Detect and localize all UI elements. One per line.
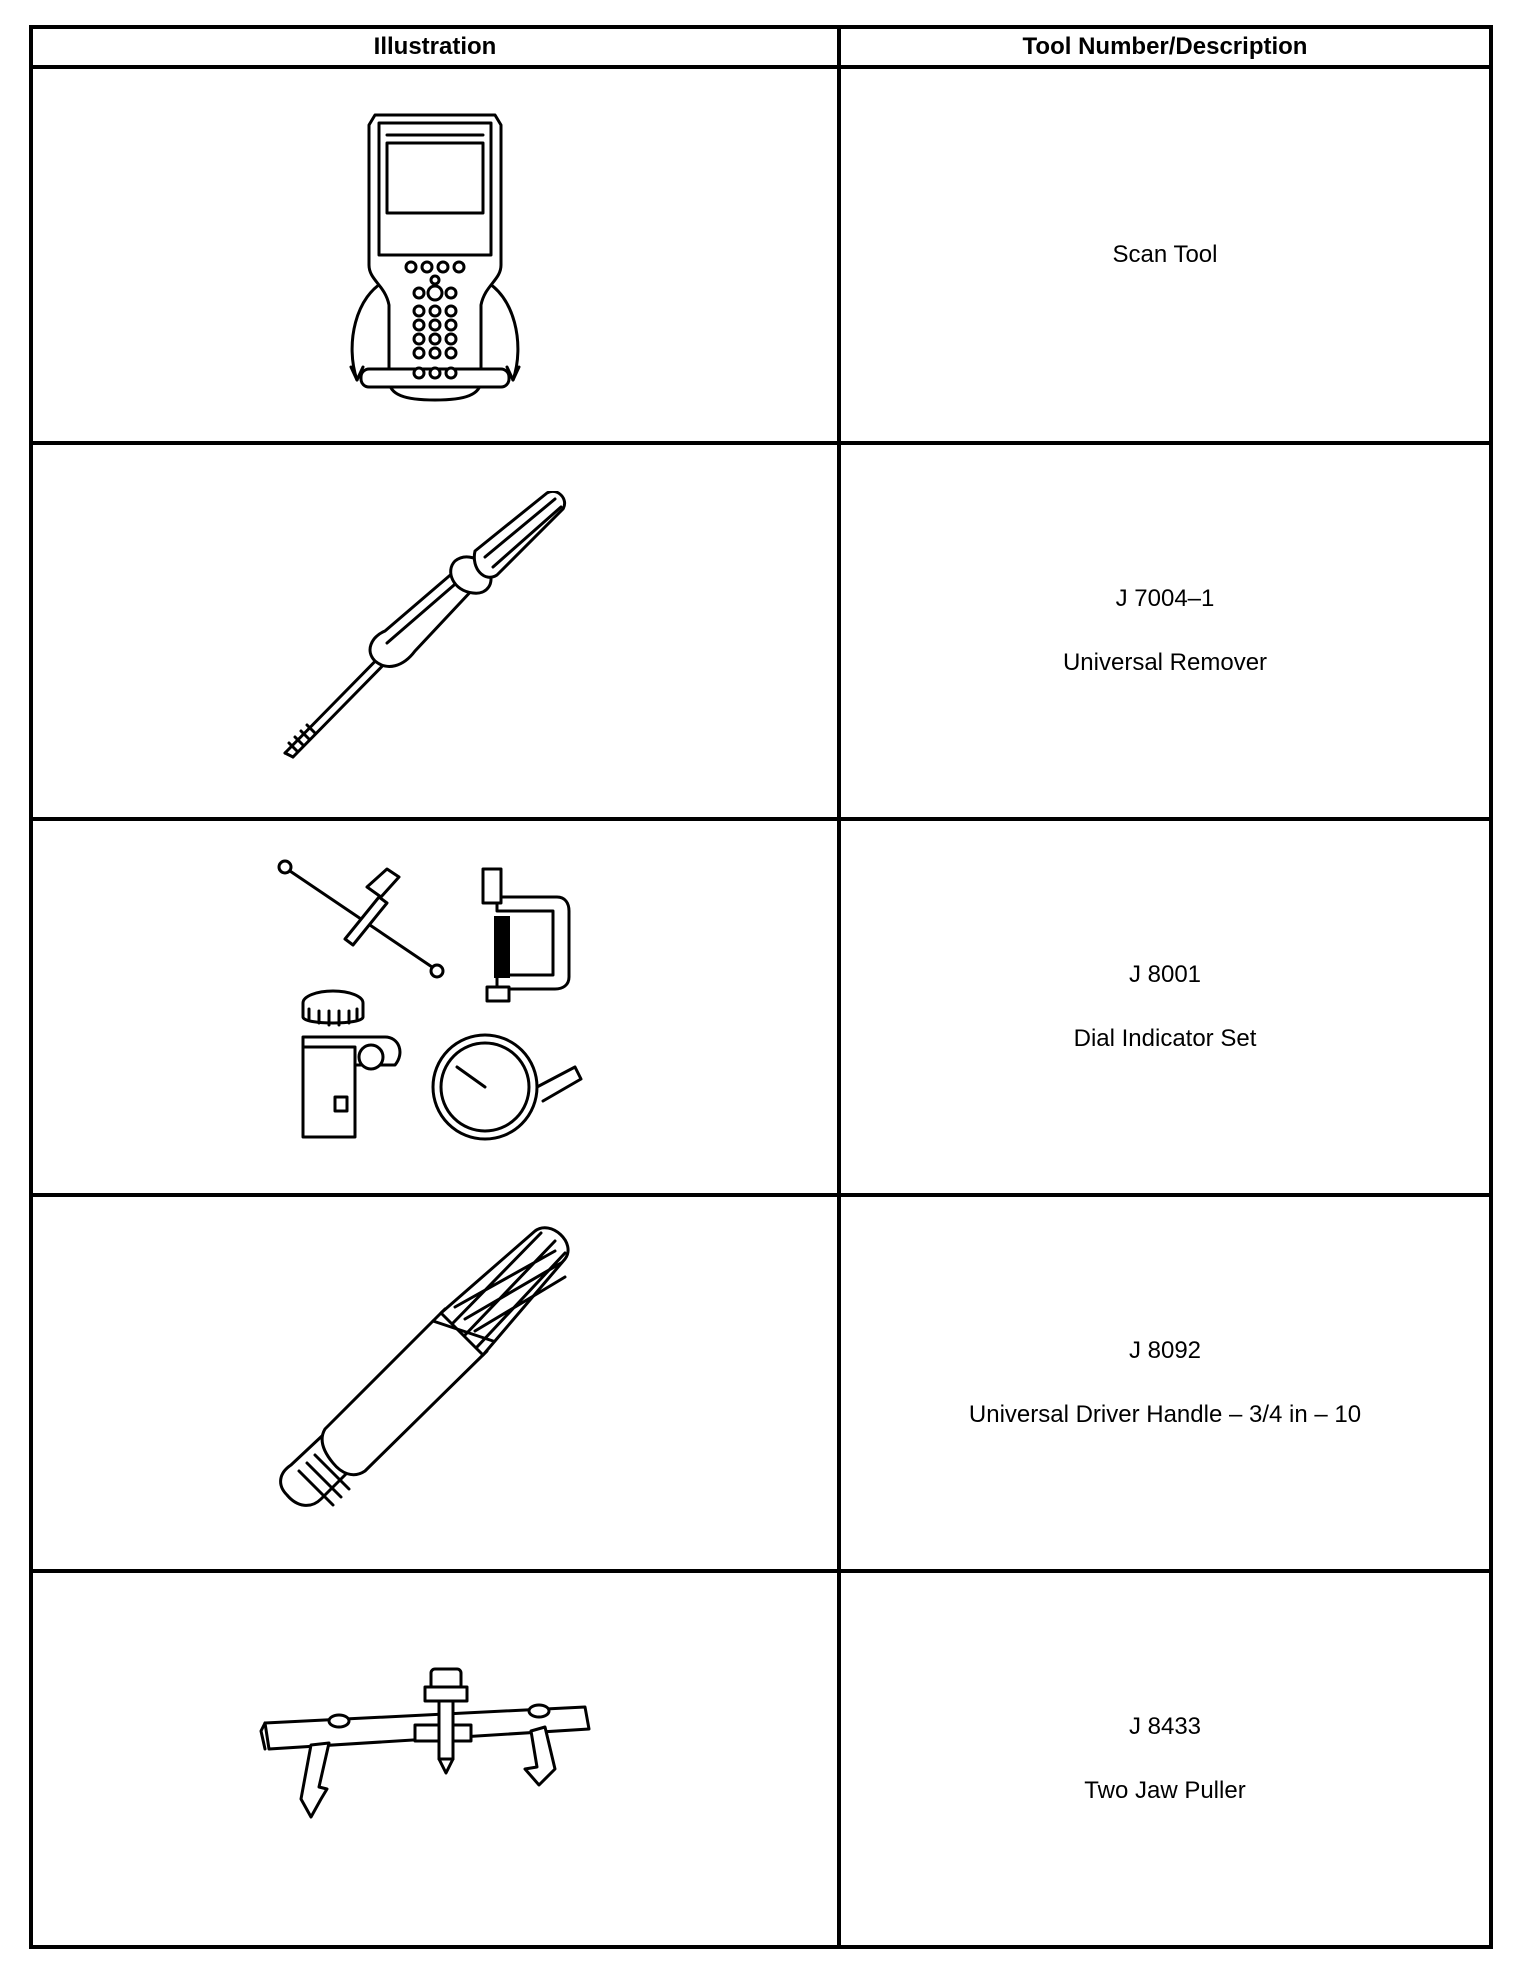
tool-number: J 8001 (1128, 961, 1202, 988)
description-cell (839, 819, 1491, 1195)
illustration-header: Illustration (31, 27, 839, 67)
header-row (31, 27, 1491, 67)
tool-number: J 8092 (1128, 1337, 1202, 1364)
table-row (31, 67, 1491, 443)
tool-description: Dial Indicator Set (1073, 1025, 1257, 1052)
description-cell (839, 1571, 1491, 1947)
illustration-cell (31, 443, 839, 819)
illustration-cell (31, 1571, 839, 1947)
table-row (31, 443, 1491, 819)
tool-number: J 8433 (1128, 1713, 1202, 1740)
two-jaw-puller-icon (255, 1649, 615, 1869)
description-cell (839, 1195, 1491, 1571)
description-cell (839, 67, 1491, 443)
illustration-cell (31, 67, 839, 443)
tool-description: Universal Remover (1062, 649, 1268, 676)
universal-remover-icon (275, 491, 595, 771)
tool-description: Two Jaw Puller (1084, 1777, 1246, 1804)
table-row (31, 1195, 1491, 1571)
illustration-cell (31, 819, 839, 1195)
description-header: Tool Number/Description (839, 27, 1491, 67)
illustration-cell (31, 1195, 839, 1571)
tool-description: Universal Driver Handle – 3/4 in – 10 (968, 1401, 1362, 1428)
special-tools-table (29, 25, 1493, 1949)
description-cell (839, 443, 1491, 819)
driver-handle-icon (265, 1223, 605, 1543)
tool-number: J 7004–1 (1115, 585, 1215, 612)
table-row (31, 1571, 1491, 1947)
table-row (31, 819, 1491, 1195)
dial-indicator-set-icon (275, 857, 595, 1157)
scan-tool-icon (335, 105, 535, 405)
tool-description: Scan Tool (1112, 241, 1218, 268)
